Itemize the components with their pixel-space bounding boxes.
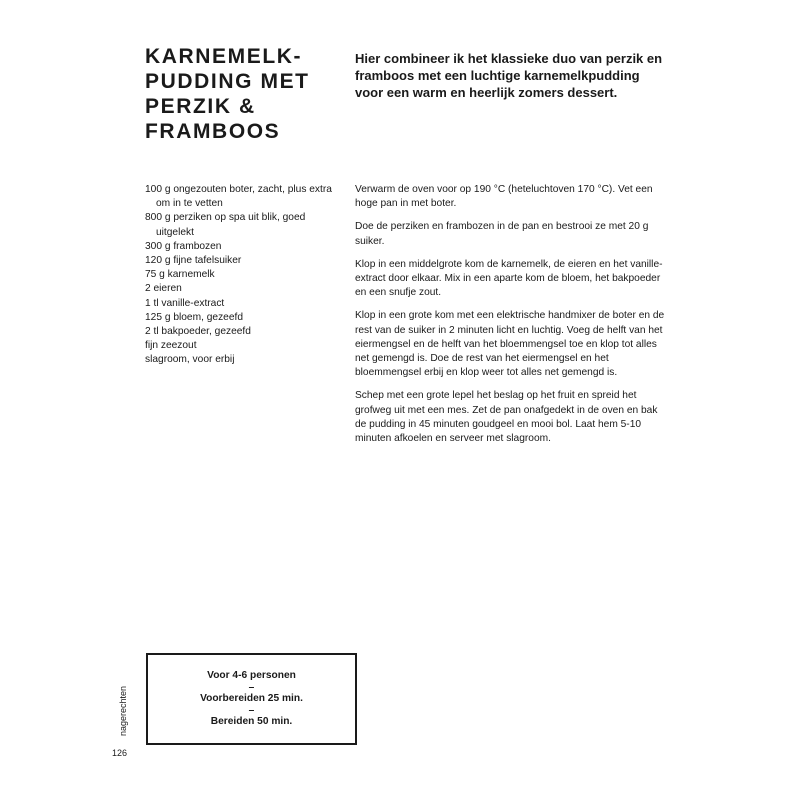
ingredient-item: 800 g perziken op spa uit blik, goed uitgelekt (145, 212, 306, 238)
section-label: nagerechten (118, 685, 128, 736)
recipe-title-line: KARNEMELK- (145, 45, 303, 68)
ingredient-item: slagroom, voor erbij (145, 354, 235, 366)
ingredient-item: 125 g bloem, gezeefd (145, 311, 243, 323)
ingredient-item: 75 g karnemelk (145, 269, 215, 281)
recipe-title-line: PUDDING MET (145, 70, 310, 93)
ingredient-list (145, 183, 335, 368)
prep-time-text: Voorbereiden 25 min. (200, 693, 303, 704)
recipe-info-box (146, 653, 357, 745)
ingredient-item: 2 eieren (145, 283, 182, 295)
method-step: Schep met een grote lepel het beslag op het fruit en spreid het grofweg uit met een mes. Zet de pan onafgedekt in de oven en bak de pudding in 45 minuten goudgeel en mooi bol. Laat hem 5-10 minuten afkoelen en serveer met slagroom. (355, 390, 658, 445)
servings-text: Voor 4-6 personen (207, 670, 296, 681)
method-step: Verwarm de oven voor op 190 °C (heteluchtoven 170 °C). Vet een hoge pan in met boter. (355, 184, 653, 210)
recipe-intro: Hier combineer ik het klassieke duo van perzik en framboos met een luchtige karnemelkpudding voor een warm en heerlijk zomers dessert. (355, 51, 663, 100)
page-number: 126 (112, 748, 128, 758)
ingredient-item: 2 tl bakpoeder, gezeefd (145, 326, 251, 338)
ingredient-item: fijn zeezout (145, 340, 197, 352)
recipe-title-line: FRAMBOOS (145, 120, 281, 143)
bake-time-text: Bereiden 50 min. (210, 716, 293, 727)
recipe-title (145, 44, 345, 144)
method-step: Klop in een middelgrote kom de karnemelk, de eieren en het vanille-extract door elkaar. Mix in een aparte kom de bloem, het bakpoeder en een snufje zout. (355, 258, 663, 299)
info-separator: – (248, 705, 255, 716)
ingredient-item: 300 g frambozen (145, 240, 222, 252)
recipe-title-line: PERZIK & (145, 95, 256, 118)
ingredient-item: 100 g ongezouten boter, zacht, plus extra om in te vetten (145, 184, 332, 210)
ingredient-item: 120 g fijne tafelsuiker (145, 255, 242, 267)
method-steps (355, 183, 670, 455)
method-step: Klop in een grote kom met een elektrische handmixer de boter en de rest van de suiker in 2 minuten licht en luchtig. Voeg de helft van het eiermengsel en de helft van het bloemmengsel toe en klop tot alles net gemengd is. Doe de rest van het eiermengsel en het bloemmengsel erbij en klop weer tot alles net gemengd is. (355, 310, 665, 379)
method-step: Doe de perziken en frambozen in de pan en bestrooi ze met 20 g suiker. (355, 221, 649, 247)
info-separator: – (248, 682, 255, 693)
ingredient-item: 1 tl vanille-extract (145, 297, 225, 309)
